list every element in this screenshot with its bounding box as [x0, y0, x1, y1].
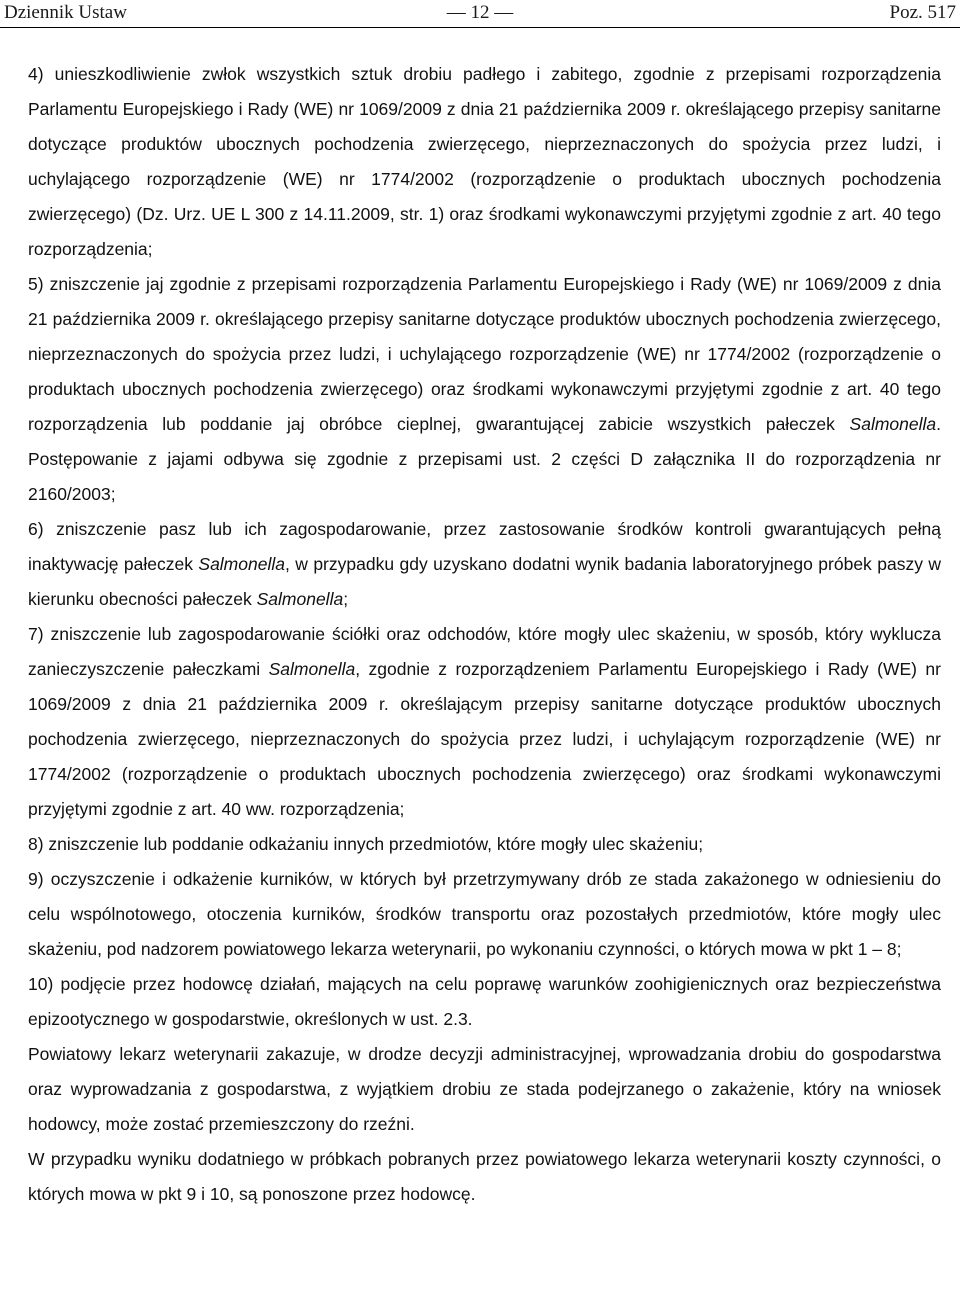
paragraph-item-6	[28, 512, 941, 617]
italic-term: Salmonella	[256, 589, 344, 609]
paragraph-item-10: 10) podjęcie przez hodowcę działań, mających na celu poprawę warunków zoohigienicznych oraz bezpieczeństwa epizootycznego w gospodarstwie, określonych w ust. 2.3.	[28, 974, 941, 1029]
paragraph-costs: W przypadku wyniku dodatniego w próbkach pobranych przez powiatowego lekarza weterynarii koszty czynności, o których mowa w pkt 9 i 10, są ponoszone przez hodowcę.	[28, 1149, 941, 1204]
journal-title: Dziennik Ustaw	[4, 2, 127, 23]
header-rule	[0, 27, 960, 28]
paragraph-item-9: 9) oczyszczenie i odkażenie kurników, w których był przetrzymywany drób ze stada zakażonego w odniesieniu do celu wspólnotowego, otoczenia kurników, środków transportu oraz pozostałych przedmiotów, które mogły ulec skażeniu, pod nadzorem powiatowego lekarza weterynarii, po wykonaniu czynności, o których mowa w pkt 1 – 8;	[28, 869, 941, 959]
text-span: , zgodnie z rozporządzeniem Parlamentu Europejskiego i Rady (WE) nr 1069/2009 z dnia 21 października 2009 r. określającym przepisy sanitarne dotyczące produktów ubocznych pochodzenia zwierzęcego, nieprzeznaczonych do spożycia przez ludzi, i uchylającym rozporządzenie (WE) nr 1774/2002 (rozporządzenie o produktach ubocznych pochodzenia zwierzęcego) oraz środkami wykonawczymi przyjętymi zgodnie z art. 40 ww. rozporządzenia;	[28, 659, 941, 819]
paragraph-item-4: 4) unieszkodliwienie zwłok wszystkich sztuk drobiu padłego i zabitego, zgodnie z przepisami rozporządzenia Parlamentu Europejskiego i Rady (WE) nr 1069/2009 z dnia 21 października 2009 r. określającego przepisy sanitarne dotyczące produktów ubocznych pochodzenia zwierzęcego, nieprzeznaczonych do spożycia przez ludzi, i uchylającego rozporządzenie (WE) nr 1774/2002 (rozporządzenie o produktach ubocznych pochodzenia zwierzęcego) (Dz. Urz. UE L 300 z 14.11.2009, str. 1) oraz środkami wykonawczymi przyjętymi zgodnie z art. 40 tego rozporządzenia;	[28, 64, 941, 259]
italic-term: Salmonella	[268, 659, 356, 679]
paragraph-ban-decision: Powiatowy lekarz weterynarii zakazuje, w drodze decyzji administracyjnej, wprowadzania drobiu do gospodarstwa oraz wyprowadzania z gospodarstwa, z wyjątkiem drobiu ze stada podejrzanego o zakażenie, który na wniosek hodowcy, może zostać przemieszczony do rzeźni.	[28, 1044, 941, 1134]
italic-term: Salmonella	[198, 554, 285, 574]
text-span: 6) zniszczenie pasz lub ich zagospodarowanie, przez zastosowanie środków kontroli gwarantujących pełną inaktywację pałeczek	[28, 519, 941, 574]
document-body	[28, 57, 941, 1212]
page-number: — 12 —	[446, 2, 514, 23]
position-number: Poz. 517	[889, 2, 956, 23]
paragraph-item-8: 8) zniszczenie lub poddanie odkażaniu innych przedmiotów, które mogły ulec skażeniu;	[28, 834, 704, 854]
text-span: 5) zniszczenie jaj zgodnie z przepisami rozporządzenia Parlamentu Europejskiego i Rady (WE) nr 1069/2009 z dnia 21 października 2009 r. określającego przepisy sanitarne dotyczące produktów ubocznych pochodzenia zwierzęcego, nieprzeznaczonych do spożycia przez ludzi, i uchylającego rozporządzenie (WE) nr 1774/2002 (rozporządzenie o produktach ubocznych pochodzenia zwierzęcego) oraz środkami wykonawczymi przyjętymi zgodnie z art. 40 tego rozporządzenia lub poddanie jaj obróbce cieplnej, gwarantującej zabicie wszystkich pałeczek	[28, 274, 941, 434]
paragraph-item-5	[28, 267, 941, 512]
page-header	[0, 0, 960, 28]
text-span: ;	[343, 589, 349, 609]
text-span: . Postępowanie z jajami odbywa się zgodnie z przepisami ust. 2 części D załącznika II do rozporządzenia nr 2160/2003;	[28, 414, 941, 504]
paragraph-item-7	[28, 617, 941, 827]
text-span: , w przypadku gdy uzyskano dodatni wynik badania laboratoryjnego próbek paszy w kierunku obecności pałeczek	[28, 554, 942, 609]
italic-term: Salmonella	[849, 414, 937, 434]
text-span: 7) zniszczenie lub zagospodarowanie ściółki oraz odchodów, które mogły ulec skażeniu, w sposób, który wyklucza zanieczyszczenie pałeczkami	[28, 624, 941, 679]
